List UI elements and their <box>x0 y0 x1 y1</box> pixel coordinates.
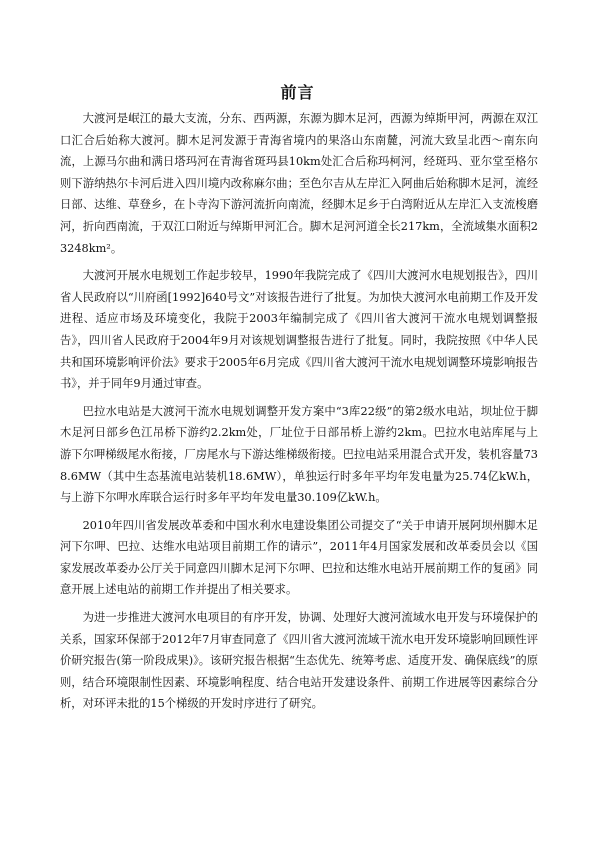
paragraph-4: 2010年四川省发展改革委和中国水利水电建设集团公司提交了“关于申请开展阿坝州脚木足河下尔呷、巴拉、达维水电站项目前期工作的请示”，2011年4月国家发展和改革委员会以《国家发展改革委办公厅关于同意四川脚木足河下尔呷、巴拉和达维水电站开展前期工作的复函》同意开展上述电站的前期工作并提出了相关要求。 <box>60 518 538 597</box>
paragraph-1: 大渡河是岷江的最大支流，分东、西两源，东源为脚木足河，西源为绰斯甲河，两源在双江口汇合后始称大渡河。脚木足河发源于青海省境内的果洛山东南麓，河流大致呈北西～南东向流，上源马尔曲和满日塔玛河在青海省斑玛县10km处汇合后称玛柯河，经斑玛、亚尔堂至格尔则下游纳热尔卡河后进入四川境内改称麻尔曲；至色尔吉从左岸汇入阿曲后始称脚木足河，流经日部、达维、草登乡，在卜寺沟下游河流折向南流，经脚木足乡于白湾附近从左岸汇入支流梭磨河，折向西南流，于双江口附近与绰斯甲河汇合。脚木足河河道全长217km，全流域集水面积23248km²。 <box>60 112 538 255</box>
paragraph-2: 大渡河开展水电规划工作起步较早，1990年我院完成了《四川大渡河水电规划报告》，四川省人民政府以“川府函[1992]640号文”对该报告进行了批复。为加快大渡河水电前期工作及开发进程、适应市场及环境变化，我院于2003年编制完成了《四川省大渡河干流水电规划调整报告》，四川省人民政府于2004年9月对该规划调整报告进行了批复。同时，我院按照《中华人民共和国环境影响评价法》要求于2005年6月完成《四川省大渡河干流水电规划调整环境影响报告书》，并于同年9月通过审查。 <box>60 269 538 391</box>
document-body <box>60 108 538 721</box>
paragraph-5: 为进一步推进大渡河水电项目的有序开发，协调、处理好大渡河流域水电开发与环境保护的关系，国家环保部于2012年7月审查同意了《四川省大渡河流域干流水电开发环境影响回顾性评价研究报告(第一阶段成果)》。该研究报告根据“生态优先、统筹考虑、适度开发、确保底线”的原则，结合环境限制性因素、环境影响程度、结合电站开发建设条件、前期工作进展等因素综合分析，对环评未批的15个梯级的开发时序进行了研究。 <box>60 611 538 711</box>
paragraph-3: 巴拉水电站是大渡河干流水电规划调整开发方案中“3库22级”的第2级水电站，坝址位于脚木足河日部乡色江吊桥下游约2.2km处，厂址位于日部吊桥上游约2km。巴拉水电站库尾与上游下尔呷梯级尾水衔接，厂房尾水与下游达维梯级衔接。巴拉电站采用混合式开发，装机容量738.6MW（其中生态基流电站装机18.6MW），单独运行时多年平均年发电量为25.74亿kW.h，与上游下尔呷水库联合运行时多年平均年发电量30.109亿kW.h。 <box>60 404 538 505</box>
document-title: 前言 <box>280 83 315 102</box>
